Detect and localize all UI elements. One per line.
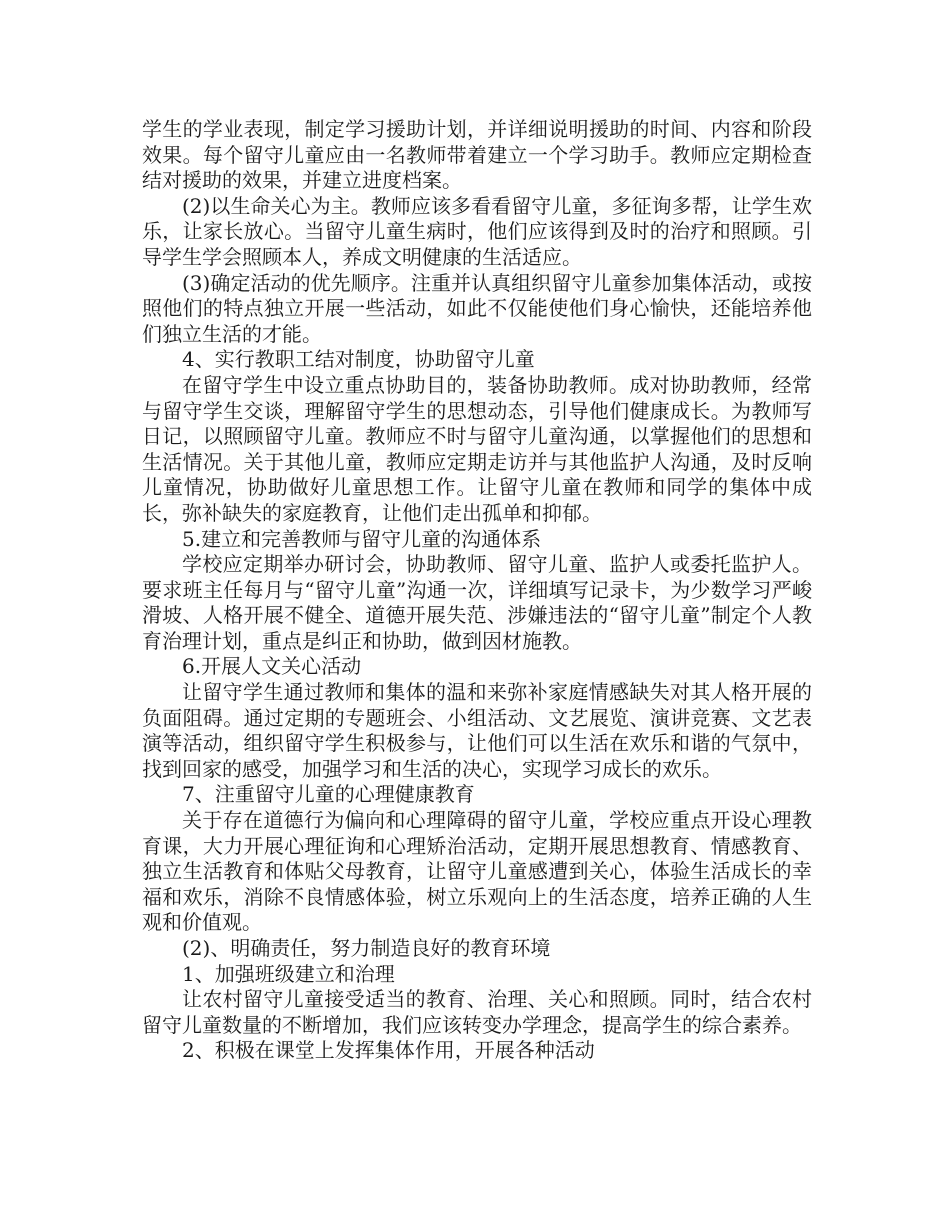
heading-staff-pairing: 4、实行教职工结对制度，协助留守儿童: [182, 347, 535, 372]
paragraph-continuation: 学生的学业表现，制定学习援助计划，并详细说明援助的时间、内容和阶段效果。每个留守儿童应由一名教师带着建立一个学习助手。教师应定期检查结对援助的效果，并建立进度档案。: [142, 117, 812, 193]
paragraph-staff-pairing: 在留守学生中设立重点协助目的，装备协助教师。成对协助教师，经常与留守学生交谈，理解留守学生的思想动态，引导他们健康成长。为教师写日记，以照顾留守儿童。教师应不时与留守儿童沟通，以掌握他们的思想和生活情况。关于其他儿童，教师应定期走访并与其他监护人沟通，及时反响儿童情况，协助做好儿童思想工作。让留守儿童在教师和同学的集体中成长，弥补缺失的家庭教育，让他们走出孤单和抑郁。: [142, 372, 812, 525]
heading-class-building: 1、加强班级建立和治理: [182, 961, 395, 986]
paragraph-communication-system: 学校应定期举办研讨会，协助教师、留守儿童、监护人或委托监护人。要求班主任每月与“留守儿童”沟通一次，详细填写记录卡，为少数学习严峻滑坡、人格开展不健全、道德开展失范、涉嫌违法的“留守儿童”制定个人教育治理计划，重点是纠正和协助，做到因材施教。: [142, 552, 812, 653]
heading-communication-system: 5.建立和完善教师与留守儿童的沟通体系: [182, 526, 542, 551]
paragraph-life-care: (2)以生命关心为主。教师应该多看看留守儿童，多征询多帮，让学生欢乐，让家长放心。当留守儿童生病时，他们应该得到及时的治疗和照顾。引导学生学会照顾本人，养成文明健康的生活适应。: [142, 193, 812, 269]
document-body: [142, 117, 812, 1064]
heading-responsibility: (2)、明确责任，努力制造良好的教育环境: [182, 936, 551, 960]
paragraph-activity-priority: (3)确定活动的优先顺序。注重并认真组织留守儿童参加集体活动，或按照他们的特点独立开展一些活动，如此不仅能使他们身心愉快，还能培养他们独立生活的才能。: [142, 270, 812, 346]
paragraph-humanistic-care: 让留守学生通过教师和集体的温和来弥补家庭情感缺失对其人格开展的负面阻碍。通过定期的专题班会、小组活动、文艺展览、演讲竞赛、文艺表演等活动，组织留守学生积极参与，让他们可以生活在欢乐和谐的气氛中，找到回家的感受，加强学习和生活的决心，实现学习成长的欢乐。: [142, 680, 812, 781]
paragraph-mental-health: 关于存在道德行为偏向和心理障碍的留守儿童，学校应重点开设心理教育课，大力开展心理征询和心理矫治活动，定期开展思想教育、情感教育、独立生活教育和体贴父母教育，让留守儿童感遭到关心，体验生活成长的幸福和欢乐，消除不良情感体验，树立乐观向上的生活态度，培养正确的人生观和价值观。: [142, 808, 812, 935]
heading-mental-health: 7、注重留守儿童的心理健康教育: [182, 782, 475, 807]
heading-collective-role: 2、积极在课堂上发挥集体作用，开展各种活动: [182, 1038, 595, 1063]
paragraph-class-building: 让农村留守儿童接受适当的教育、治理、关心和照顾。同时，结合农村留守儿童数量的不断增加，我们应该转变办学理念，提高学生的综合素养。: [142, 987, 812, 1037]
heading-humanistic-care: 6.开展人文关心活动: [182, 654, 362, 679]
